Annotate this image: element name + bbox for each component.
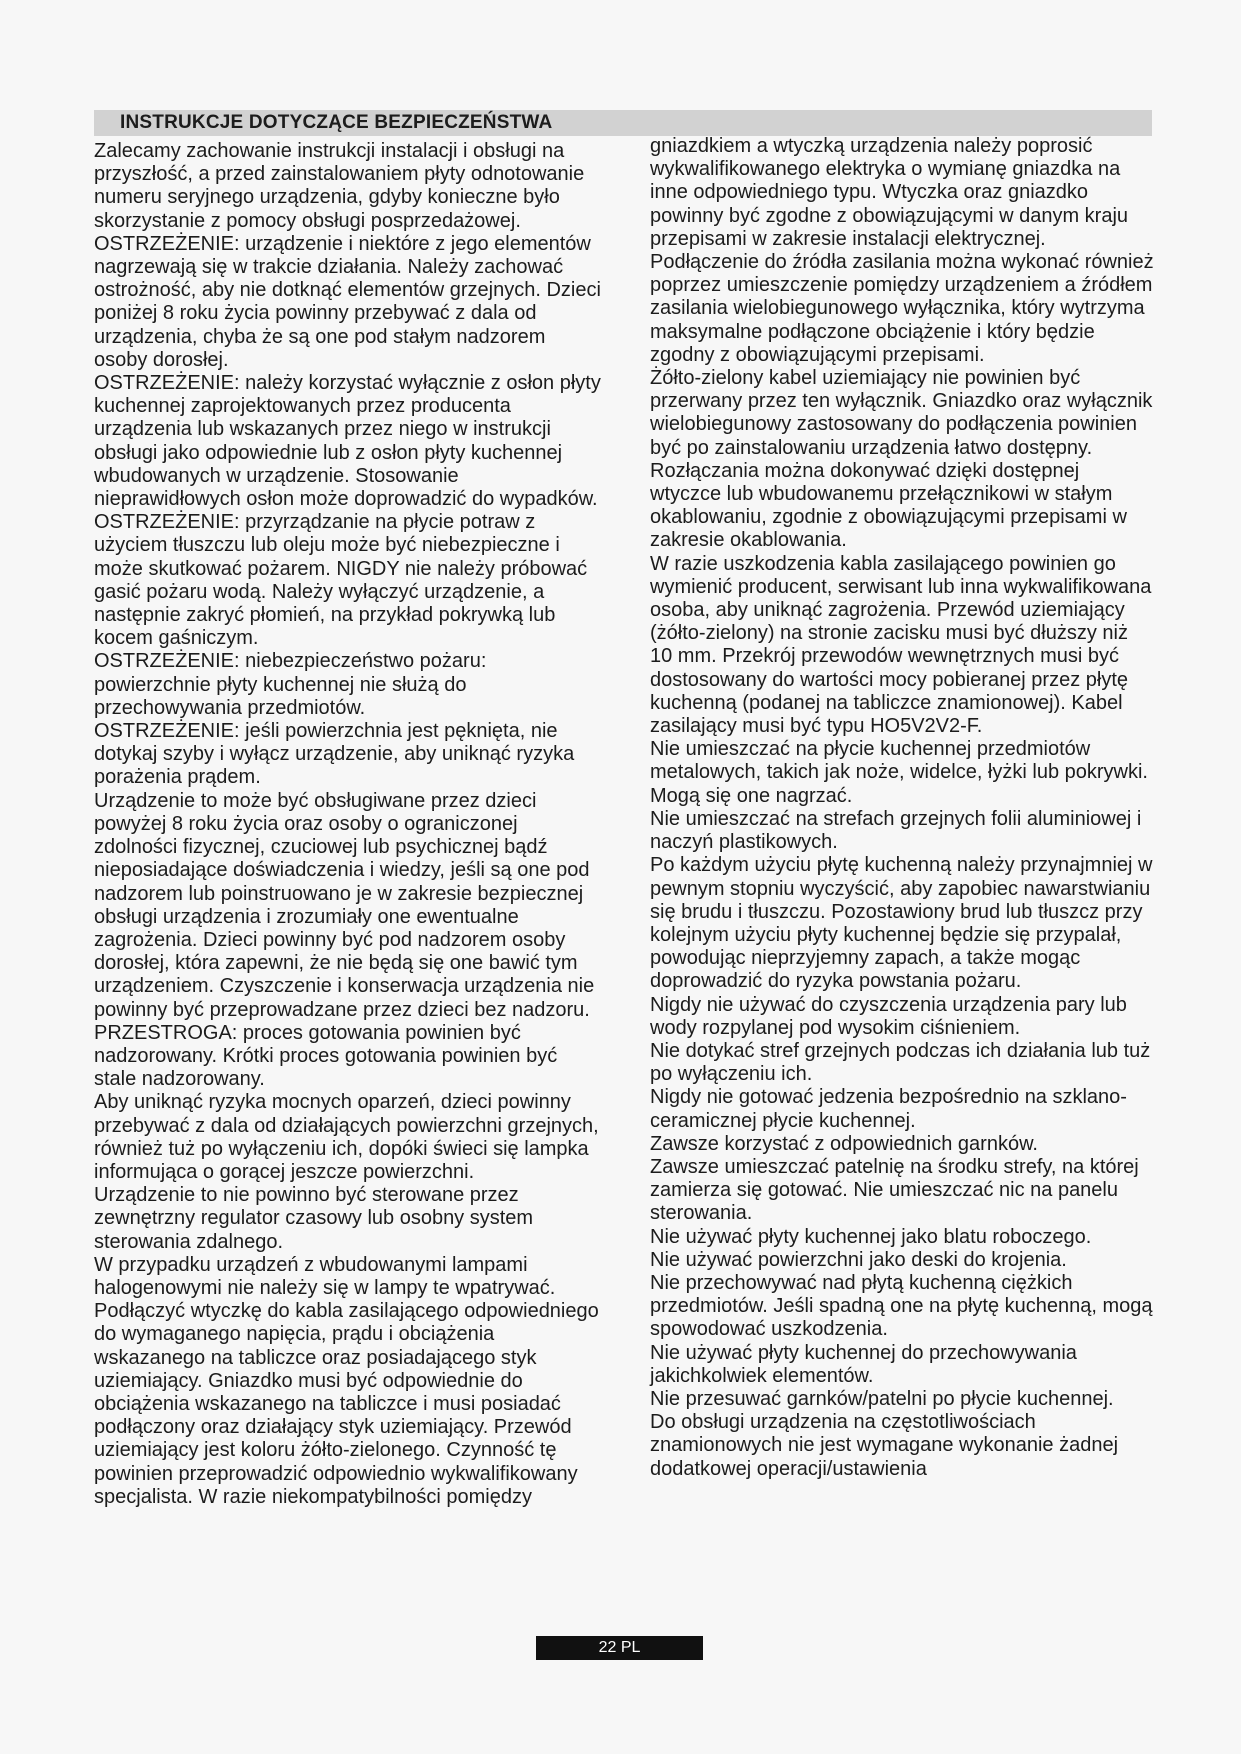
paragraph: Urządzenie to nie powinno być sterowane przez zewnętrzny regulator czasowy lub osobny system sterowania zdalnego. <box>94 1184 534 1253</box>
paragraph: Do obsługi urządzenia na częstotliwościach znamionowych nie jest wymagane wykonanie żadnej dodatkowej operacji/ustawienia <box>650 1411 1119 1480</box>
paragraph: Nie używać powierzchni jako deski do krojenia. <box>650 1248 1067 1271</box>
paragraph: Nigdy nie gotować jedzenia bezpośrednio na szklano-ceramicznej płycie kuchennej. <box>650 1086 1127 1132</box>
paragraph: Nie umieszczać na płycie kuchennej przedmiotów metalowych, takich jak noże, widelce, łyżki lub pokrywki. Mogą się one nagrzać. <box>650 738 1148 807</box>
right-text-column <box>650 135 1155 1481</box>
paragraph: Urządzenie to może być obsługiwane przez dzieci powyżej 8 roku życia oraz osoby o ograniczonej zdolności fizycznej, czuciowej lub psychicznej bądź nieposiadające doświadczenia i wiedzy, jeśli są one pod nadzorem lub poinstruowano je w zakresie bezpiecznej obsługi urządzenia i zrozumiały one ewentualne zagrożenia. Dzieci powinny być pod nadzorem osoby dorosłej, która zapewni, że nie będą się one bawić tym urządzeniem. Czyszczenie i konserwacja urządzenia nie powinny być przeprowadzane przez dzieci bez nadzoru. <box>94 789 595 1021</box>
paragraph: Nie przesuwać garnków/patelni po płycie kuchennej. <box>650 1387 1114 1410</box>
paragraph: Zalecamy zachowanie instrukcji instalacji i obsługi na przyszłość, a przed zainstalowaniem płyty odnotowanie numeru seryjnego urządzenia, gdyby konieczne było skorzystanie z pomocy obsługi posprzedażowej. <box>94 140 585 232</box>
page-number-badge: 22 PL <box>536 1636 703 1660</box>
paragraph: Nie umieszczać na strefach grzejnych folii aluminiowej i naczyń plastikowych. <box>650 807 1142 854</box>
paragraph: Zawsze umieszczać patelnię na środku strefy, na której zamierza się gotować. Nie umieszczać nic na panelu sterowania. <box>650 1155 1139 1225</box>
paragraph: OSTRZEŻENIE: należy korzystać wyłącznie z osłon płyty kuchennej zaprojektowanych przez producenta urządzenia lub wskazanych przez niego w instrukcji obsługi jako odpowiednie lub z osłon płyty kuchennej wbudowanych w urządzenie. Stosowanie nieprawidłowych osłon może doprowadzić do wypadków. <box>94 372 601 511</box>
paragraph: OSTRZEŻENIE: jeśli powierzchnia jest pęknięta, nie dotykaj szyby i wyłącz urządzenie, aby uniknąć ryzyka porażenia prądem. <box>94 720 575 789</box>
section-title: INSTRUKCJE DOTYCZĄCE BEZPIECZEŃSTWA <box>120 112 553 133</box>
paragraph: Nigdy nie używać do czyszczenia urządzenia pary lub wody rozpylanej pod wysokim ciśnieniem. <box>650 993 1127 1039</box>
paragraph: gniazdkiem a wtyczką urządzenia należy poprosić wykwalifikowanego elektryka o wymianę gniazdka na inne odpowiedniego typu. Wtyczka oraz gniazdko powinny być zgodne z obowiązującymi w danym kraju przepisami w zakresie instalacji elektrycznej. <box>650 135 1129 250</box>
paragraph: Nie dotykać stref grzejnych podczas ich działania lub tuż po wyłączeniu ich. <box>650 1039 1151 1086</box>
paragraph: OSTRZEŻENIE: urządzenie i niektóre z jego elementów nagrzewają się w trakcie działania. Należy zachować ostrożność, aby nie dotknąć elementów grzejnych. Dzieci poniżej 8 roku życia powinny przebywać z dala od urządzenia, chyba że są one pod stałym nadzorem osoby dorosłej. <box>94 232 601 371</box>
paragraph: W razie uszkodzenia kabla zasilającego powinien go wymienić producent, serwisant lub inna wykwalifikowana osoba, aby uniknąć zagrożenia. Przewód uziemiający (żółto-zielony) na stronie zacisku musi być dłuższy niż 10 mm. Przekrój przewodów wewnętrznych musi być dostosowany do wartości mocy pobieranej przez płytę kuchenną (podanej na tabliczce znamionowej). Kabel zasilający musi być typu HO5V2V2-F. <box>650 552 1152 738</box>
paragraph: Aby uniknąć ryzyka mocnych oparzeń, dzieci powinny przebywać z dala od działających powierzchni grzejnych, również tuż po wyłączeniu ich, dopóki świeci się lampka informująca o gorącej jeszcze powierzchni. <box>94 1091 599 1183</box>
paragraph: Podłączenie do źródła zasilania można wykonać również poprzez umieszczenie pomiędzy urządzeniem a źródłem zasilania wielobiegunowego wyłącznika, który wytrzyma maksymalne podłączone obciążenie i który będzie zgodny z obowiązującymi przepisami. <box>650 251 1154 366</box>
paragraph: Zawsze korzystać z odpowiednich garnków. <box>650 1132 1038 1155</box>
paragraph: Nie przechowywać nad płytą kuchenną ciężkich przedmiotów. Jeśli spadną one na płytę kuchenną, mogą spowodować uszkodzenia. <box>650 1271 1153 1341</box>
paragraph: Rozłączania można dokonywać dzięki dostępnej wtyczce lub wbudowanemu przełącznikowi w stałym okablowaniu, zgodnie z obowiązującymi przepisami w zakresie okablowania. <box>650 459 1127 552</box>
paragraph: OSTRZEŻENIE: przyrządzanie na płycie potraw z użyciem tłuszczu lub oleju może być niebezpieczne i może skutkować pożarem. NIGDY nie należy próbować gasić pożaru wodą. Należy wyłączyć urządzenie, a następnie zakryć płomień, na przykład pokrywką lub kocem gaśniczym. <box>94 511 588 650</box>
paragraph: Nie używać płyty kuchennej do przechowywania jakichkolwiek elementów. <box>650 1341 1077 1387</box>
paragraph: W przypadku urządzeń z wbudowanymi lampami halogenowymi nie należy się w lampy te wpatrywać. <box>94 1253 556 1299</box>
paragraph: Podłączyć wtyczkę do kabla zasilającego odpowiedniego do wymaganego napięcia, prądu i obciążenia wskazanego na tabliczce oraz posiadającego styk uziemiający. Gniazdko musi być odpowiednie do obciążenia wskazanego na tabliczce i musi posiadać podłączony oraz działający styk uziemiający. Przewód uziemiający jest koloru żółto-zielonego. Czynność tę powinien przeprowadzić odpowiednio wykwalifikowany specjalista. W razie niekompatybilności pomiędzy <box>94 1300 599 1508</box>
paragraph: PRZESTROGA: proces gotowania powinien być nadzorowany. Krótki proces gotowania powinien być stale nadzorowany. <box>94 1021 558 1091</box>
left-text-column <box>94 140 604 1509</box>
paragraph: Żółto-zielony kabel uziemiający nie powinien być przerwany przez ten wyłącznik. Gniazdko oraz wyłącznik wielobiegunowy zastosowany do podłączenia powinien być po zainstalowaniu urządzenia łatwo dostępny. <box>650 367 1153 459</box>
paragraph: OSTRZEŻENIE: niebezpieczeństwo pożaru: powierzchnie płyty kuchennej nie służą do przechowywania przedmiotów. <box>94 650 487 719</box>
paragraph: Po każdym użyciu płytę kuchenną należy przynajmniej w pewnym stopniu wyczyścić, aby zapobiec nawarstwianiu się brudu i tłuszczu. Pozostawiony brud lub tłuszcz przy kolejnym użyciu płyty kuchennej będzie się przypalał, powodując nieprzyjemny zapach, a także mogąc doprowadzić do ryzyka powstania pożaru. <box>650 854 1153 993</box>
paragraph: Nie używać płyty kuchennej jako blatu roboczego. <box>650 1225 1092 1248</box>
